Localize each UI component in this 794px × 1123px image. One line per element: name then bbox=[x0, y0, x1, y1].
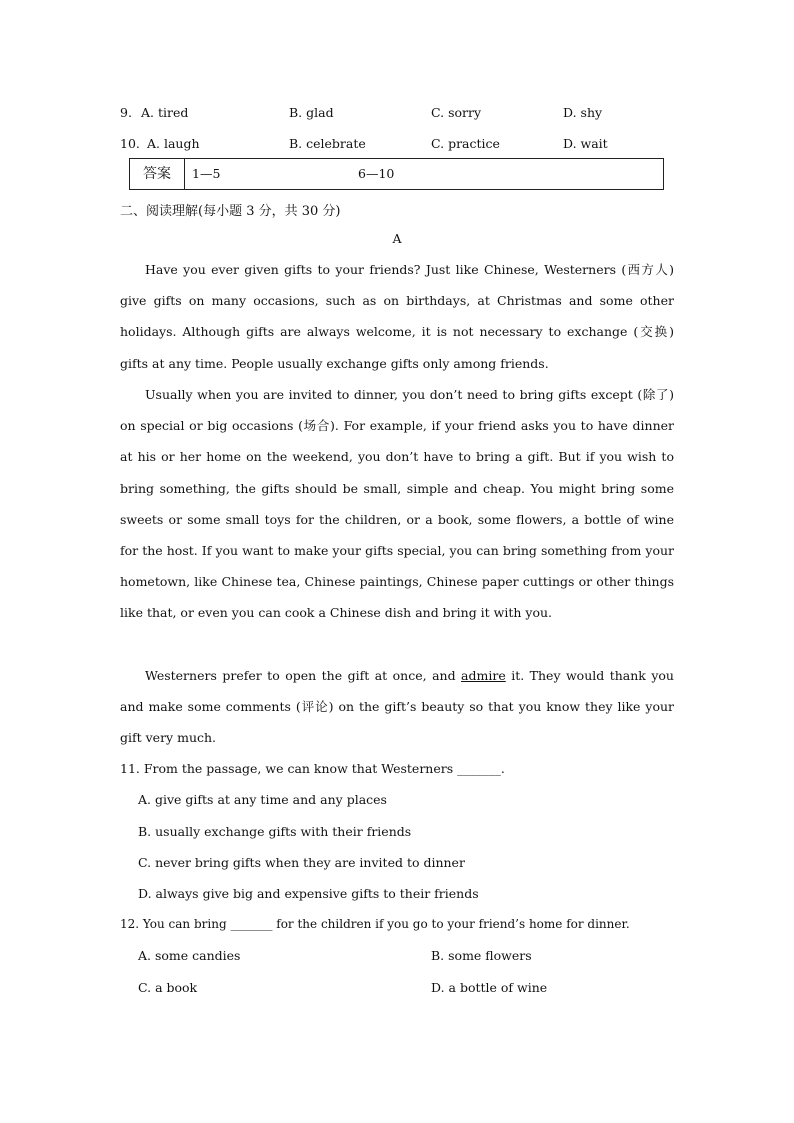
passage-paragraph-2 bbox=[120, 379, 674, 629]
paragraph-2-text: Usually when you are invited to dinner, you don’t need to bring gifts except (除了) on special or big occasions (场合). For example, if your friend asks you to have dinner at his or her home on the weekend, you don’t have to bring a gift. But if you wish to bring something, the gifts should be small, simple and cheap. You might bring some sweets or some small toys for the children, or a book, some flowers, a bottle of wine for the host. If you want to make your gifts special, you can bring something from your hometown, like Chinese tea, Chinese paintings, Chinese paper cuttings or other things like that, or even you can cook a Chinese dish and bring it with you. bbox=[120, 387, 674, 621]
q11-stem: 11. From the passage, we can know that Westerners _______. bbox=[120, 761, 505, 776]
q11-option-a: A. give gifts at any time and any places bbox=[138, 792, 387, 807]
answer-label: 答案 bbox=[130, 159, 185, 189]
q12-option-a: A. some candies bbox=[138, 948, 241, 963]
answer-range-6-10[interactable]: 6—10 bbox=[358, 166, 395, 181]
paragraph-3-text-end: it. They would thank you and make some comments (评论) on the gift’s beauty so that you know they like your gift very much. bbox=[120, 668, 674, 746]
paragraph-3-text-start: Westerners prefer to open the gift at once, and bbox=[145, 668, 462, 683]
passage-paragraph-3 bbox=[120, 660, 674, 754]
q9-number: 9. bbox=[120, 105, 132, 120]
q12-option-b: B. some flowers bbox=[431, 948, 532, 963]
q12-option-c: C. a book bbox=[138, 980, 198, 995]
answer-range-1-5[interactable]: 1—5 bbox=[192, 166, 221, 181]
q11-option-c: C. never bring gifts when they are invited to dinner bbox=[138, 855, 465, 870]
q10-option-d: D. wait bbox=[563, 136, 608, 151]
q12-option-d: D. a bottle of wine bbox=[431, 980, 548, 995]
passage-label: A bbox=[392, 231, 402, 246]
q9-option-b: B. glad bbox=[289, 105, 334, 120]
q10-option-c: C. practice bbox=[431, 136, 500, 151]
paragraph-1-text: Have you ever given gifts to your friends? Just like Chinese, Westerners (西方人) give gifts on many occasions, such as on birthdays, at Christmas and some other holidays. Although gifts are always welcome, it is not necessary to exchange (交换) gifts at any time. People usually exchange gifts only among friends. bbox=[120, 262, 674, 371]
q11-option-d: D. always give big and expensive gifts to their friends bbox=[138, 886, 479, 901]
q9-option-d: D. shy bbox=[563, 105, 603, 120]
passage-paragraph-1 bbox=[120, 254, 674, 379]
q11-option-b: B. usually exchange gifts with their friends bbox=[138, 824, 412, 839]
answer-box bbox=[129, 158, 664, 190]
underlined-word-admire: admire bbox=[461, 668, 506, 683]
q12-stem: 12. You can bring _______ for the children if you go to your friend’s home for dinner. bbox=[120, 917, 630, 931]
q10-option-b: B. celebrate bbox=[289, 136, 366, 151]
q10-number: 10. bbox=[120, 136, 140, 151]
q10-option-a: A. laugh bbox=[147, 136, 200, 151]
q9-option-c: C. sorry bbox=[431, 105, 482, 120]
q9-option-a: A. tired bbox=[141, 105, 189, 120]
section-heading: 二、阅读理解(每小题 3 分，共 30 分) bbox=[120, 204, 341, 219]
